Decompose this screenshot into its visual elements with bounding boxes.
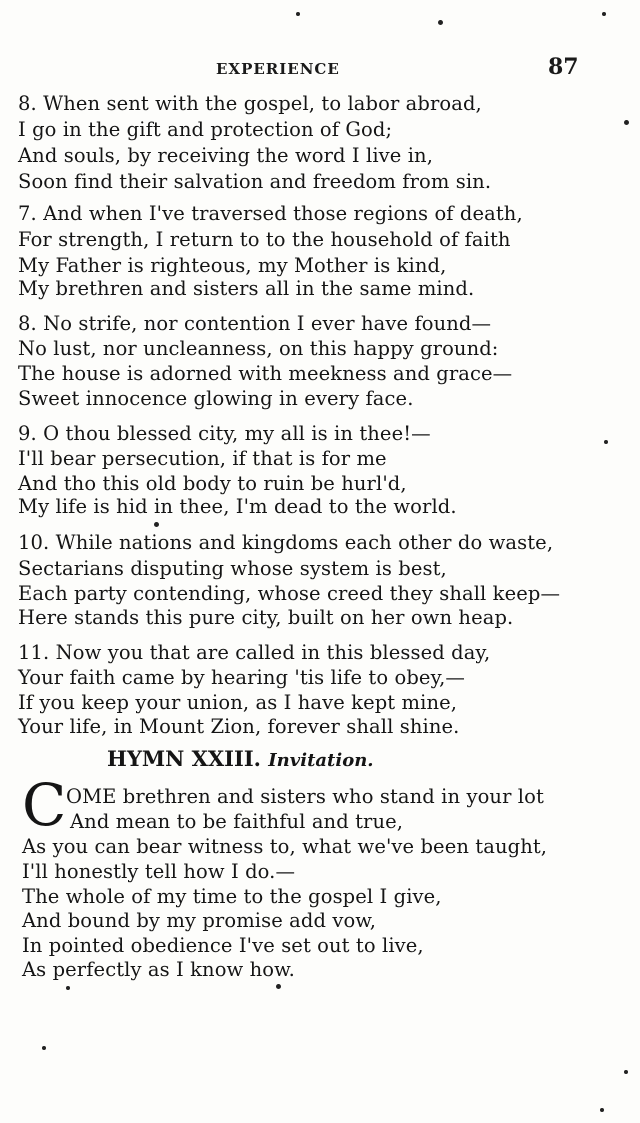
verse-line: The house is adorned with meekness and grace— — [18, 362, 513, 385]
scan-speck — [42, 1046, 46, 1050]
hymn-line: I'll honestly tell how I do.— — [22, 860, 296, 883]
hymn-subtitle: Invitation. — [268, 750, 374, 771]
verse-line: I'll bear persecution, if that is for me — [18, 447, 387, 470]
hymn-number: HYMN XXIII. — [107, 746, 261, 771]
scan-speck — [624, 120, 629, 125]
verse-line: 11. Now you that are called in this blessed day, — [18, 641, 491, 664]
verse-line: 7. And when I've traversed those regions of death, — [18, 202, 523, 225]
verse-line: Sectarians disputing whose system is best, — [18, 557, 447, 580]
verse-line: 8. No strife, nor contention I ever have found— — [18, 312, 492, 335]
hymn-title — [107, 746, 374, 771]
verse-line: Your faith came by hearing 'tis life to obey,— — [18, 666, 465, 689]
scan-speck — [600, 1108, 604, 1112]
hymn-line: In pointed obedience I've set out to live, — [22, 934, 424, 957]
scan-speck — [296, 12, 300, 16]
drop-cap: C — [22, 771, 67, 839]
verse-line: 9. O thou blessed city, my all is in thee!— — [18, 422, 431, 445]
scan-speck — [624, 1070, 628, 1074]
running-head: EXPERIENCE — [216, 60, 340, 78]
verse-line: No lust, nor uncleanness, on this happy ground: — [18, 337, 499, 360]
verse-line: Your life, in Mount Zion, forever shall shine. — [18, 715, 460, 738]
verse-line: Here stands this pure city, built on her own heap. — [18, 606, 514, 629]
hymn-line: And mean to be faithful and true, — [70, 810, 404, 833]
verse-line: Sweet innocence glowing in every face. — [18, 387, 414, 410]
scan-speck — [604, 440, 608, 444]
hymn-line: And bound by my promise add vow, — [22, 909, 377, 932]
scan-speck — [276, 984, 281, 989]
scan-speck — [66, 986, 70, 990]
verse-line: And souls, by receiving the word I live in, — [18, 144, 434, 167]
verse-line: Soon find their salvation and freedom from sin. — [18, 170, 492, 193]
scan-speck — [438, 20, 443, 25]
scan-speck — [154, 522, 159, 527]
page-number: 87 — [548, 54, 579, 80]
verse-line: I go in the gift and protection of God; — [18, 118, 393, 141]
verse-line: My Father is righteous, my Mother is kind, — [18, 254, 447, 277]
hymn-line: As perfectly as I know how. — [22, 958, 295, 981]
verse-line: If you keep your union, as I have kept mine, — [18, 691, 458, 714]
verse-line: 10. While nations and kingdoms each other do waste, — [18, 531, 554, 554]
verse-line: My life is hid in thee, I'm dead to the world. — [18, 495, 457, 518]
verse-line: And tho this old body to ruin be hurl'd, — [18, 472, 407, 495]
hymn-line: OME brethren and sisters who stand in your lot — [66, 785, 544, 808]
hymn-line: As you can bear witness to, what we've been taught, — [22, 835, 548, 858]
scan-speck — [602, 12, 606, 16]
verse-line: For strength, I return to to the household of faith — [18, 228, 511, 251]
verse-line: Each party contending, whose creed they shall keep— — [18, 582, 561, 605]
verse-line: 8. When sent with the gospel, to labor abroad, — [18, 92, 482, 115]
hymn-line: The whole of my time to the gospel I give, — [22, 885, 442, 908]
verse-line: My brethren and sisters all in the same mind. — [18, 277, 475, 300]
page-header — [0, 56, 640, 86]
